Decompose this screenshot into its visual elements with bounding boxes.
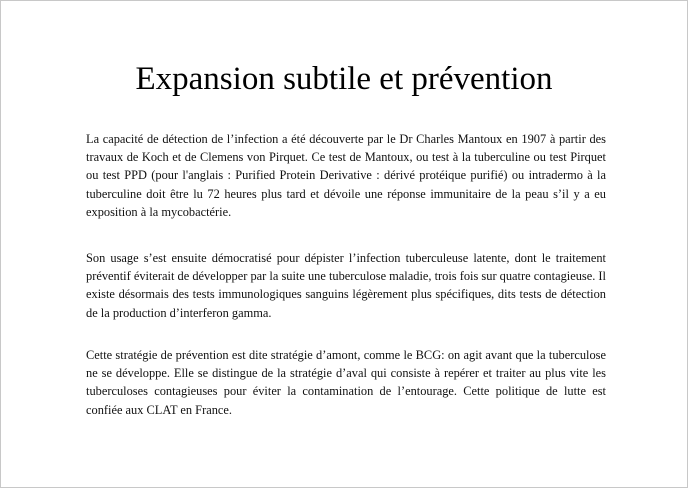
paragraph-prevention-strategy: Cette stratégie de prévention est dite stratégie d’amont, comme le BCG: on agit avant que la tuberculose ne se développe. Elle se distingue de la stratégie d’aval qui consiste à repérer et traiter au plus vite les tuberculoses contagieuses pour éviter la contamination de l’entourage. Cette politique de lutte est confiée aux CLAT en France. <box>86 348 606 417</box>
slide-title: Expansion subtile et prévention <box>135 61 553 97</box>
paragraph-latent-infection: Son usage s’est ensuite démocratisé pour dépister l’infection tuberculeuse latente, dont le traitement préventif éviterait de développer par la suite une tuberculose maladie, trois fois sur quatre contagieuse. Il existe désormais des tests immunologiques sanguins légèrement plus spécifiques, dits tests de détection de la production d’interferon gamma. <box>86 251 606 320</box>
paragraph-mantoux-test: La capacité de détection de l’infection a été découverte par le Dr Charles Mantoux en 1907 à partir des travaux de Koch et de Clemens von Pirquet. Ce test de Mantoux, ou test à la tuberculine ou test Pirquet ou test PPD (pour l'anglais : Purified Protein Derivative : dérivé protéique purifié) ou intradermo à la tuberculine doit être lu 72 heures plus tard et dévoile une réponse immunitaire de la peau s’il y a eu exposition à la mycobactérie. <box>86 132 606 219</box>
